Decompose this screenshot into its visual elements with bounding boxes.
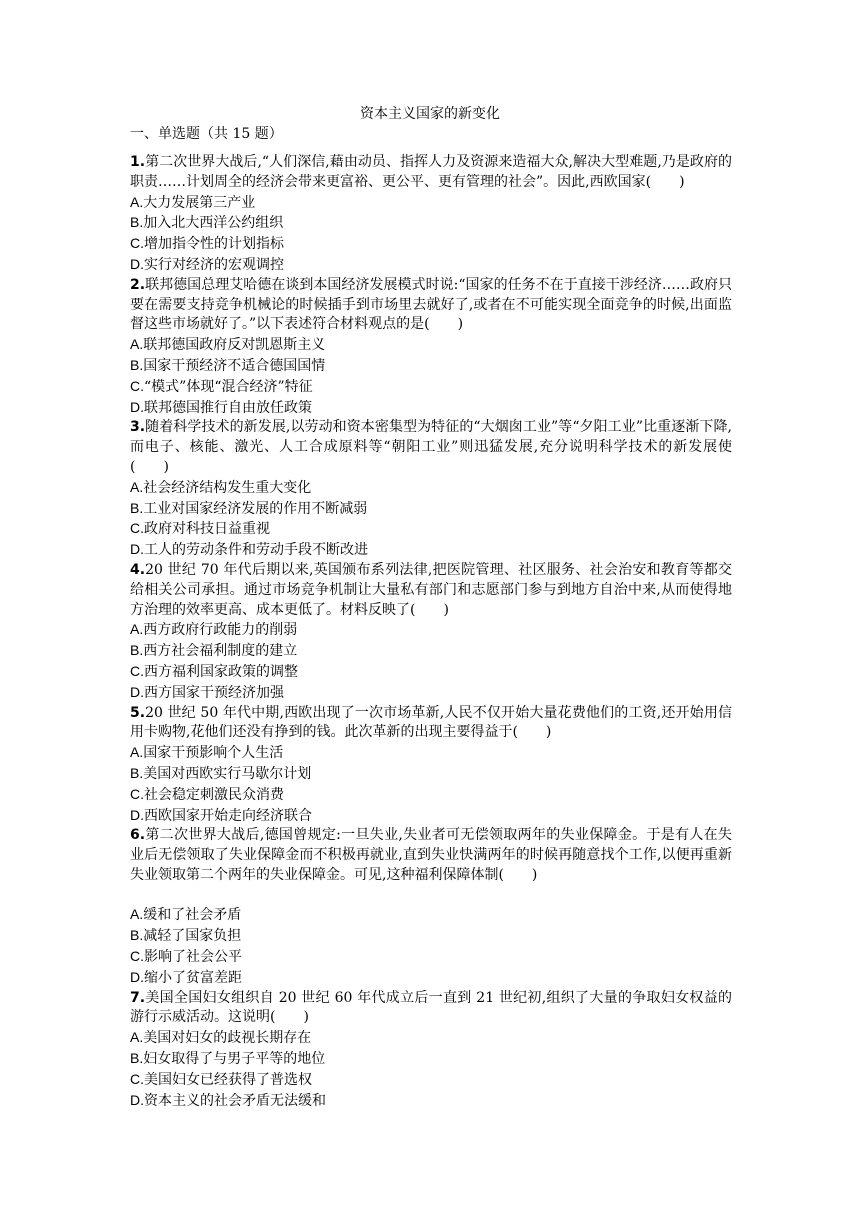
option-letter: C. [130,377,144,394]
answer-option [130,926,732,947]
option-letter: C. [130,235,144,252]
option-text: 联邦德国政府反对凯恩斯主义 [143,337,326,354]
question-number: 6. [130,827,146,844]
answer-option [130,255,732,276]
answer-option [130,478,732,499]
option-text: 社会稳定刺激民众消费 [144,786,284,803]
option-text: 美国妇女已经获得了普选权 [144,1071,312,1088]
question-text: 随着科学技术的新发展,以劳动和资本密集型为特征的“大烟囱工业”等“夕阳工业”比重逐渐下降,而电子、核能、激光、人工合成原料等“朝阳工业”则迅猛发展,充分说明科学技术的新发展使( ) [130,419,732,475]
answer-option [130,947,732,968]
question-text: 联邦德国总理艾哈德在谈到本国经济发展模式时说:“国家的任务不在于直接干涉经济……政府只要在需要支持竞争机械论的时候插手到市场里去就好了,或者在不可能实现全面竞争的时候,出面监督这些市场就好了。”以下表述符合材料观点的是( ) [130,276,732,333]
answer-option [130,398,732,419]
option-letter: B. [130,642,144,659]
option-text: “模式”体现“混合经济”特征 [144,378,313,395]
option-text: 政府对科技日益重视 [144,521,270,538]
option-text: 缓和了社会矛盾 [143,907,242,924]
answer-option [130,785,732,806]
option-text: 西欧国家开始走向经济联合 [144,807,312,824]
option-text: 西方国家干预经济加强 [144,684,284,701]
answer-option [130,540,732,561]
answer-option [130,743,732,764]
answer-option [130,1070,732,1091]
question-stem [130,989,732,1029]
option-text: 妇女取得了与男子平等的地位 [143,1051,326,1068]
question-text: 第二次世界大战后,德国曾规定:一旦失业,失业者可无偿领取两年的失业保障金。于是有人在失业后无偿领取了失业保障金而不积极再就业,直到失业快满两年的时候再随意找个工作,以便再重新失业领取第二个两年的失业保障金。可见,这种福利保障体制( ) [130,827,732,883]
question-stem [130,418,732,477]
answer-option [130,1049,732,1070]
answer-option [130,620,732,641]
option-letter: A. [130,744,144,761]
option-text: 工人的劳动条件和劳动手段不断改进 [144,542,368,559]
answer-option [130,662,732,683]
option-text: 西方政府行政能力的削弱 [143,622,298,639]
option-text: 西方福利国家政策的调整 [144,663,298,680]
option-letter: B. [130,214,144,231]
option-letter: A. [130,193,144,210]
question-text: 第二次世界大战后,“人们深信,藉由动员、指挥人力及资源来造福大众,解决大型难题,乃是政府的职责……计划周全的经济会带来更富裕、更公平、更有管理的社会”。因此,西欧国家( ) [130,154,732,190]
option-letter: D. [130,541,144,558]
answer-option [130,499,732,520]
option-text: 美国对妇女的歧视长期存在 [143,1030,312,1047]
option-letter: C. [130,662,144,679]
option-letter: D. [130,806,144,823]
option-text: 联邦德国推行自由放任政策 [144,399,312,416]
question-stem [130,276,732,335]
option-letter: B. [130,499,144,516]
answer-option [130,356,732,377]
question-number: 2. [130,276,146,293]
answer-option [130,377,732,398]
option-text: 缩小了贫富差距 [144,969,242,986]
option-text: 加入北大西洋公约组织 [143,215,284,232]
question-number: 1. [130,154,146,170]
answer-option [130,234,732,255]
option-text: 影响了社会公平 [144,949,242,966]
option-text: 国家干预经济不适合德国国情 [143,357,326,374]
option-text: 社会经济结构发生重大变化 [143,479,312,496]
option-letter: A. [130,1029,144,1046]
question-stem [130,153,732,193]
option-letter: C. [130,948,144,965]
question-stem [130,704,732,744]
question-number: 3. [130,419,146,436]
answer-option [130,1028,732,1049]
answer-option [130,1091,732,1112]
option-letter: B. [130,356,144,373]
document-title: 资本主义国家的新变化 [360,106,500,122]
question-number: 5. [130,704,146,721]
section-heading: 一、单选题（共 15 题） [130,126,283,142]
option-letter: A. [130,478,144,495]
blank-line [130,886,732,906]
option-letter: D. [130,968,144,985]
option-letter: C. [130,785,144,802]
question-text: 美国全国妇女组织自 20 世纪 60 年代成立后一直到 21 世纪初,组织了大量的争取妇女权益的游行示威活动。这说明( ) [130,989,732,1026]
option-letter: A. [130,906,144,923]
option-letter: B. [130,764,144,781]
option-letter: C. [130,1070,144,1087]
option-letter: A. [130,621,144,638]
option-text: 资本主义的社会矛盾无法缓和 [144,1092,326,1109]
option-text: 实行对经济的宏观调控 [144,256,284,273]
option-text: 西方社会福利制度的建立 [143,643,298,660]
answer-option [130,683,732,704]
question-number: 7. [130,989,146,1006]
answer-option [130,905,732,926]
option-text: 减轻了国家负担 [143,928,242,945]
option-letter: B. [130,927,144,944]
question-number: 4. [130,561,146,578]
option-letter: D. [130,255,144,272]
answer-option [130,213,732,234]
answer-option [130,193,732,214]
option-letter: A. [130,336,144,353]
option-text: 国家干预影响个人生活 [143,745,284,762]
question-stem [130,826,732,885]
option-letter: C. [130,520,144,537]
option-letter: D. [130,1091,144,1108]
answer-option [130,335,732,356]
option-letter: D. [130,683,144,700]
option-letter: D. [130,398,144,415]
option-text: 增加指令性的计划指标 [144,236,284,253]
answer-option [130,764,732,785]
question-list [130,153,732,1111]
answer-option [130,519,732,540]
answer-option [130,641,732,662]
answer-option [130,968,732,989]
question-text: 20 世纪 70 年代后期以来,英国颁布系列法律,把医院管理、社区服务、社会治安和教育等都交给相关公司承担。通过市场竞争机制让大量私有部门和志愿部门参与到地方自治中来,从而使得地方治理的效率更高、成本更低了。材料反映了( ) [130,561,732,618]
answer-option [130,806,732,827]
option-text: 工业对国家经济发展的作用不断减弱 [143,500,368,517]
question-text: 20 世纪 50 年代中期,西欧出现了一次市场革新,人民不仅开始大量花费他们的工资,还开始用信用卡购物,花他们还没有挣到的钱。此次革新的出现主要得益于( ) [130,704,732,741]
option-letter: B. [130,1050,144,1067]
question-stem [130,561,732,620]
option-text: 大力发展第三产业 [143,194,256,211]
option-text: 美国对西欧实行马歇尔计划 [143,765,312,782]
